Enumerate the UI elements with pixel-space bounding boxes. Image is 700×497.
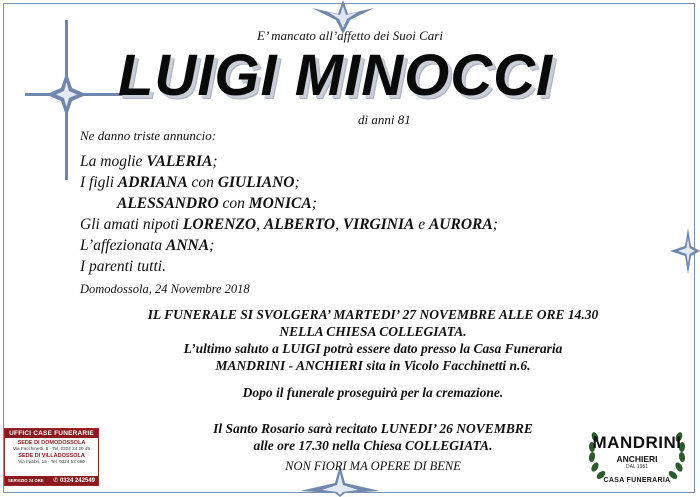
family-name: LORENZO — [182, 216, 257, 233]
ad-sede-1: SEDE DI DOMODOSSOLA — [17, 440, 86, 446]
family-text: La moglie — [80, 153, 147, 170]
funeral-block — [0, 306, 700, 401]
ad-phone-bar — [5, 476, 98, 485]
family-text: I parenti tutti. — [80, 258, 166, 275]
family-name: ALBERTO — [263, 216, 336, 233]
family-text: ; — [294, 174, 300, 191]
ad-header: UFFICI CASE FUNERARIE — [5, 429, 98, 438]
family-row — [80, 256, 498, 277]
family-name: AURORA — [428, 216, 493, 233]
funeral-line: L’ultimo saluto a LUIGI potrà essere dato presso la Casa Funeraria — [183, 341, 563, 356]
rosary-line: Il Santo Rosario sarà recitato LUNEDI’ 26 NOVEMBRE — [213, 421, 533, 436]
family-text: con — [218, 195, 249, 212]
ad-service-label: SERVIZIO 24 ORE — [8, 478, 44, 483]
funeral-line: IL FUNERALE SI SVOLGERA’ MARTEDI’ 27 NOVEMBRE ALLE ORE 14.30 — [147, 307, 599, 322]
logo-brand: MANDRINI — [592, 433, 682, 452]
ad-address-1: Via Facchinetti, 8 - Tel. 0324 24 29 49 — [13, 446, 90, 451]
right-star-icon — [668, 228, 700, 274]
phone-icon: ✆ — [53, 478, 60, 484]
age-line: di anni 81 — [358, 112, 411, 127]
announce-line: Ne danno triste annuncio: — [80, 128, 217, 143]
intro-line: E’ mancato all’affetto dei Suoi Cari — [257, 28, 443, 43]
family-name: MONICA — [248, 195, 312, 212]
family-row — [80, 172, 498, 193]
family-name: ANNA — [165, 237, 210, 254]
rosary-line: alle ore 17.30 nella Chiesa COLLEGIATA. — [253, 438, 493, 453]
family-text: Gli amati nipoti — [80, 216, 183, 233]
logo-sub: ANCHIERI — [616, 454, 658, 464]
family-text: ; — [209, 237, 215, 254]
family-list — [80, 151, 498, 277]
funeral-line: NELLA CHIESA COLLEGIATA. — [279, 324, 467, 339]
mandrini-logo — [585, 425, 689, 489]
place-date: Domodossola, 24 Novembre 2018 — [80, 282, 250, 296]
family-text: L’affezionata — [80, 237, 166, 254]
cremation-line: Dopo il funerale proseguirà per la cremazione. — [242, 385, 504, 400]
family-text: I figli — [80, 174, 118, 191]
family-name: VALERIA — [146, 153, 213, 170]
family-text: , — [256, 216, 264, 233]
family-row — [80, 214, 498, 235]
ad-phone: 0324 242549 — [59, 478, 95, 484]
family-name: ALESSANDRO — [117, 195, 219, 212]
ad-address-2: Via Fabbri, 15 - Tel. 0324 53 690 — [18, 459, 85, 464]
family-text: ; — [311, 195, 317, 212]
family-row — [80, 235, 498, 256]
family-row — [80, 151, 498, 172]
ad-sede-2: SEDE DI VILLADOSSOLA — [18, 453, 85, 459]
funeral-office-ad — [4, 428, 99, 486]
logo-since: DAL 1951 — [625, 464, 649, 470]
family-name: VIRGINIA — [342, 216, 415, 233]
deceased-name: LUIGI MINOCCI — [118, 43, 554, 108]
family-text: ; — [212, 153, 218, 170]
family-text: e — [414, 216, 429, 233]
family-row — [80, 193, 498, 214]
family-text: con — [187, 174, 218, 191]
family-text: ; — [492, 216, 498, 233]
logo-tag: CASA FUNERARIA — [603, 477, 671, 484]
no-flowers-line: NON FIORI MA OPERE DI BENE — [285, 459, 461, 473]
family-name: ADRIANA — [117, 174, 188, 191]
family-name: GIULIANO — [217, 174, 295, 191]
funeral-line: MANDRINI - ANCHIERI sita in Vicolo Facchinetti n.6. — [215, 358, 531, 373]
family-text: , — [335, 216, 343, 233]
